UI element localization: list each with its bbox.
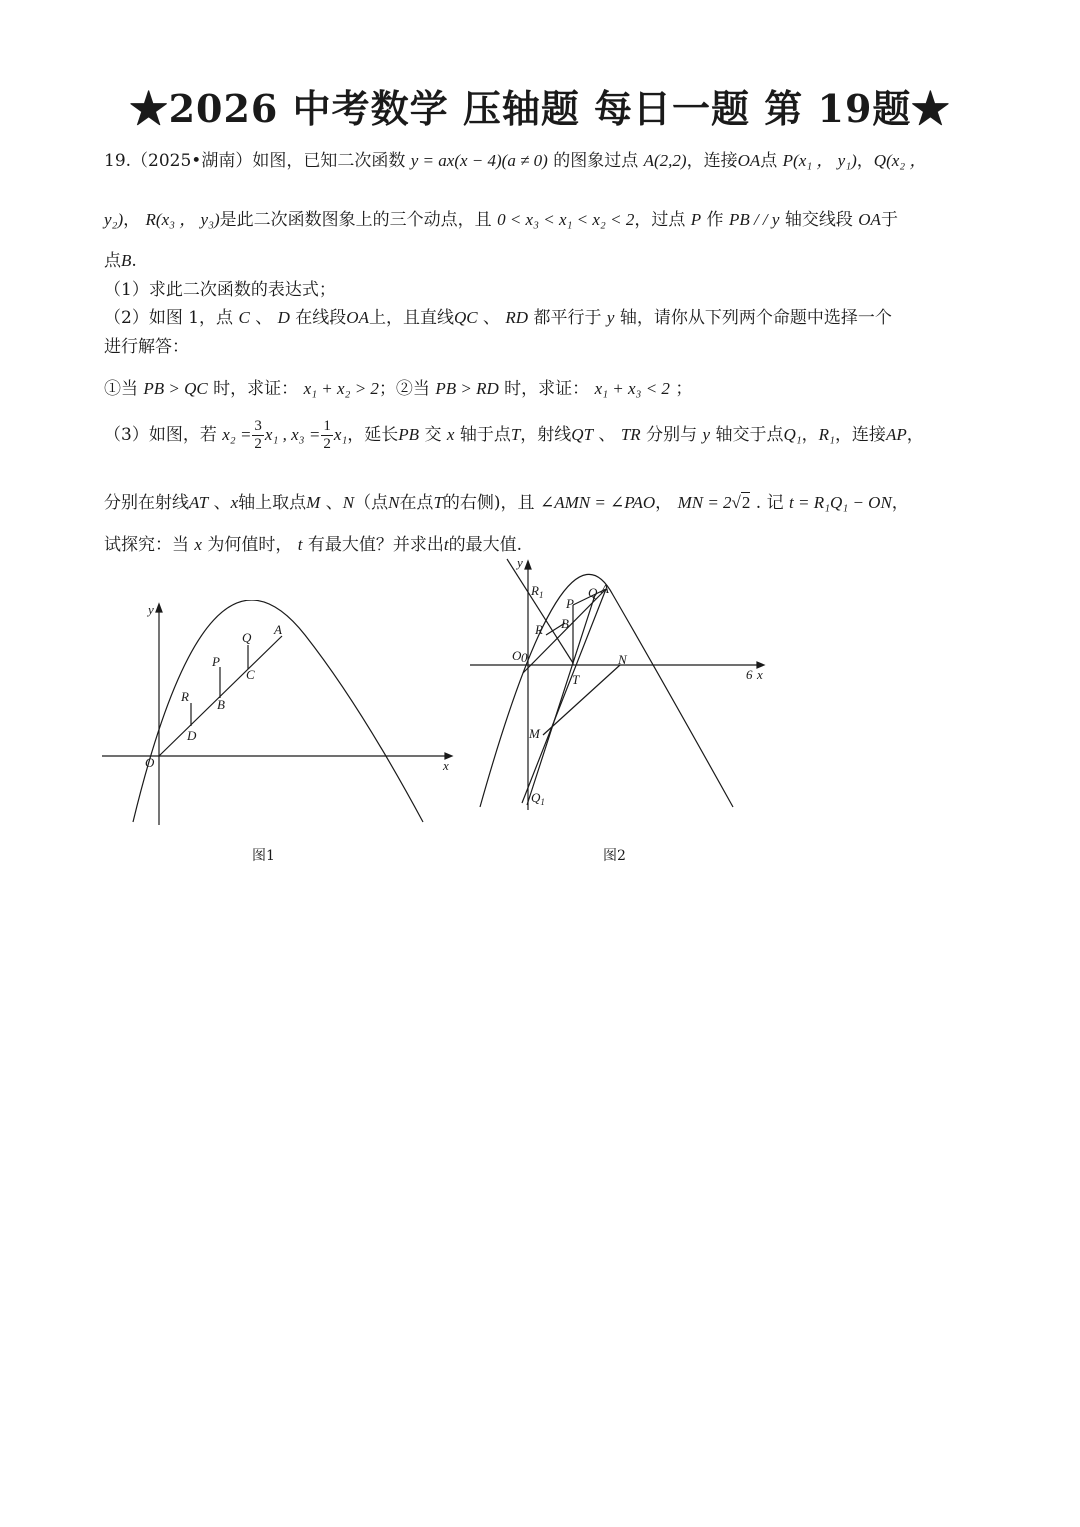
figure-2-caption: 图2: [603, 848, 626, 864]
label-c: C: [246, 667, 255, 682]
text: ，: [655, 493, 673, 513]
label-r1-main: R: [531, 583, 539, 598]
label-a: A: [274, 622, 282, 637]
part-3-line-2: [104, 488, 909, 513]
text: 分别在射线: [104, 493, 189, 513]
label-q1-main: Q: [531, 790, 541, 805]
label-q: Q: [588, 585, 598, 600]
text: 点: [104, 251, 121, 271]
text: 的最大值.: [448, 535, 523, 555]
figure-1: [100, 600, 460, 830]
text: 都平行于: [533, 308, 602, 328]
text: 的右侧)，且: [442, 493, 535, 513]
fraction-1-2: [321, 418, 333, 453]
text: 分别与: [646, 425, 698, 445]
point-p: P(x₁ ， y₁): [782, 151, 857, 170]
function-expression: y = ax(x − 4)(a ≠ 0): [410, 151, 548, 170]
denominator: 2: [254, 436, 262, 452]
segment-mn: [543, 665, 620, 735]
figure-1-caption: 图1: [252, 848, 275, 864]
label-m: M: [529, 726, 540, 741]
text: 的图象过点: [553, 151, 639, 171]
label-y: y: [148, 602, 154, 617]
text: . 记: [755, 493, 784, 513]
label-t: T: [510, 425, 521, 444]
text: ，: [801, 425, 819, 445]
label-y: y: [517, 555, 523, 570]
label-b: B: [561, 616, 569, 631]
label-q1: Q₁: [783, 425, 802, 444]
label-n: N: [618, 652, 627, 667]
inequality: 0 < x₃ < x₁ < x₂ < 2: [497, 210, 635, 229]
ray-tr: TR: [620, 425, 641, 444]
label-c: C: [238, 308, 250, 327]
text: ，: [856, 151, 874, 171]
text: .: [131, 251, 137, 271]
denominator: 2: [323, 436, 331, 452]
text: ①当: [104, 379, 138, 399]
text: 上，且直线: [368, 308, 454, 328]
label-p: P: [212, 654, 220, 669]
text: 于: [880, 210, 898, 230]
label-y: y: [606, 308, 615, 327]
text: 点: [760, 151, 778, 171]
problem-source: （2025•湖南）: [131, 151, 253, 171]
y-axis-arrow: [525, 561, 531, 569]
label-p: P: [690, 210, 702, 229]
x1: x₁: [333, 425, 348, 444]
text: 轴于点: [459, 425, 511, 445]
label-x: x: [443, 758, 449, 773]
sqrt-radicand: 2: [741, 493, 751, 512]
text: 作: [706, 210, 724, 230]
text: ，连接: [686, 151, 738, 171]
text: 试探究：当: [104, 535, 189, 555]
fraction-3-2: [252, 418, 264, 453]
label-d: D: [277, 308, 290, 327]
text: 、: [325, 493, 343, 513]
condition-2: PB > RD: [435, 379, 499, 398]
problem-line-2: [104, 205, 898, 230]
label-n: N: [342, 493, 355, 512]
problem-line-3: [104, 246, 137, 271]
part-1: （1）求此二次函数的表达式；: [104, 280, 336, 300]
point-q: Q(x₂ ，: [873, 151, 927, 170]
label-y: y: [702, 425, 711, 444]
text: 交: [424, 425, 442, 445]
t-definition: t = R₁Q₁ − ON: [789, 493, 892, 512]
parabola: [480, 574, 733, 807]
point-a: A(2,2): [643, 151, 687, 170]
text: ，过点: [634, 210, 686, 230]
label-x: x: [446, 425, 455, 444]
text: ，射线: [520, 425, 572, 445]
label-a: A: [601, 581, 609, 596]
text: 时，求证：: [213, 379, 299, 399]
label-r1-sub: 1: [538, 590, 544, 600]
text: 如图，已知二次函数: [252, 151, 406, 171]
label-b: B: [121, 251, 132, 270]
text: 是此二次函数图象上的三个动点，且: [219, 210, 492, 230]
text: 、: [255, 308, 273, 328]
text: ，: [906, 425, 924, 445]
text: ；: [675, 379, 693, 399]
text: 轴上取点: [238, 493, 307, 513]
text: 在线段: [295, 308, 347, 328]
x2-eq: x₂ =: [222, 425, 252, 444]
claim-1: x₁ + x₂ > 2: [303, 379, 379, 398]
label-p: P: [566, 596, 574, 611]
label-t: T: [433, 493, 443, 512]
text: （3）如图，若: [104, 425, 217, 445]
text: 轴交于点: [715, 425, 784, 445]
line-qc: QC: [453, 308, 478, 327]
point-q-y: y₂): [104, 210, 124, 229]
label-q1: [531, 790, 545, 807]
text: 轴，请你从下列两个命题中选择一个: [619, 308, 892, 328]
text: ，连接: [834, 425, 886, 445]
label-x: x: [194, 535, 202, 554]
label-t: t: [297, 535, 303, 554]
label-m: M: [306, 493, 321, 512]
pb-parallel-y: PB / / y: [728, 210, 780, 229]
x1-x3-eq: x₁ , x₃ =: [264, 425, 321, 444]
claim-2: x₁ + x₃ < 2: [594, 379, 670, 398]
sqrt-2: √2: [731, 493, 751, 512]
segment-oa: OA: [858, 210, 881, 229]
part-2-line-1: [104, 303, 892, 328]
text: 、: [483, 308, 500, 328]
numerator: 1: [323, 418, 331, 434]
label-o: O: [512, 648, 522, 663]
page-title: ★2026 中考数学 压轴题 每日一题 第 19题★: [129, 86, 951, 131]
problem-number: 19.: [104, 151, 132, 171]
mn-length: MN = 2: [677, 493, 732, 512]
point-r: R(x₃ ， y₃): [145, 210, 220, 229]
label-x: x: [230, 493, 239, 512]
part-3-line-3: [104, 530, 522, 555]
angle-equality: ∠AMN = ∠PAO: [539, 493, 656, 512]
label-n: N: [388, 493, 400, 512]
problem-line-1: [104, 146, 926, 171]
text: 在点: [399, 493, 434, 513]
label-q1-sub: 1: [540, 797, 545, 807]
label-r1: R₁: [818, 425, 835, 444]
ray-qt: QT: [571, 425, 594, 444]
text: 、: [598, 425, 616, 445]
text: 时，求证：: [504, 379, 590, 399]
part-2-line-2: 进行解答：: [104, 337, 189, 357]
label-o: O: [145, 755, 155, 770]
text: （2）如图 1，点: [104, 308, 234, 328]
line-rd: RD: [505, 308, 529, 327]
text: （点: [354, 493, 389, 513]
label-t: t: [443, 535, 449, 554]
text: ，: [123, 210, 141, 230]
segment-pb: PB: [398, 425, 420, 444]
y-axis-arrow: [156, 604, 162, 612]
part-2-options: [104, 374, 692, 399]
label-t: T: [572, 672, 580, 687]
label-b: B: [217, 697, 225, 712]
label-x: x: [757, 667, 763, 682]
label-zero: 0: [521, 650, 528, 665]
text: ，: [891, 493, 909, 513]
part-3-line-1: [104, 418, 924, 453]
label-q: Q: [242, 630, 252, 645]
segment-ap: AP: [885, 425, 907, 444]
text: 、: [213, 493, 231, 513]
figure-2: [465, 555, 775, 815]
segment-oa: OA: [346, 308, 369, 327]
text: 为何值时，: [207, 535, 293, 555]
label-six: 6: [746, 667, 753, 682]
text: ，延长: [347, 425, 399, 445]
label-r: R: [535, 622, 543, 637]
text: 有最大值？并求出: [307, 535, 444, 555]
numerator: 3: [254, 418, 262, 434]
ray-at: AT: [189, 493, 209, 512]
segment-oa: OA: [737, 151, 761, 170]
condition-1: PB > QC: [143, 379, 208, 398]
text: ；②当: [378, 379, 430, 399]
label-r1: [530, 583, 543, 600]
label-r: R: [181, 689, 189, 704]
label-d: D: [187, 728, 197, 743]
text: 轴交线段: [784, 210, 853, 230]
